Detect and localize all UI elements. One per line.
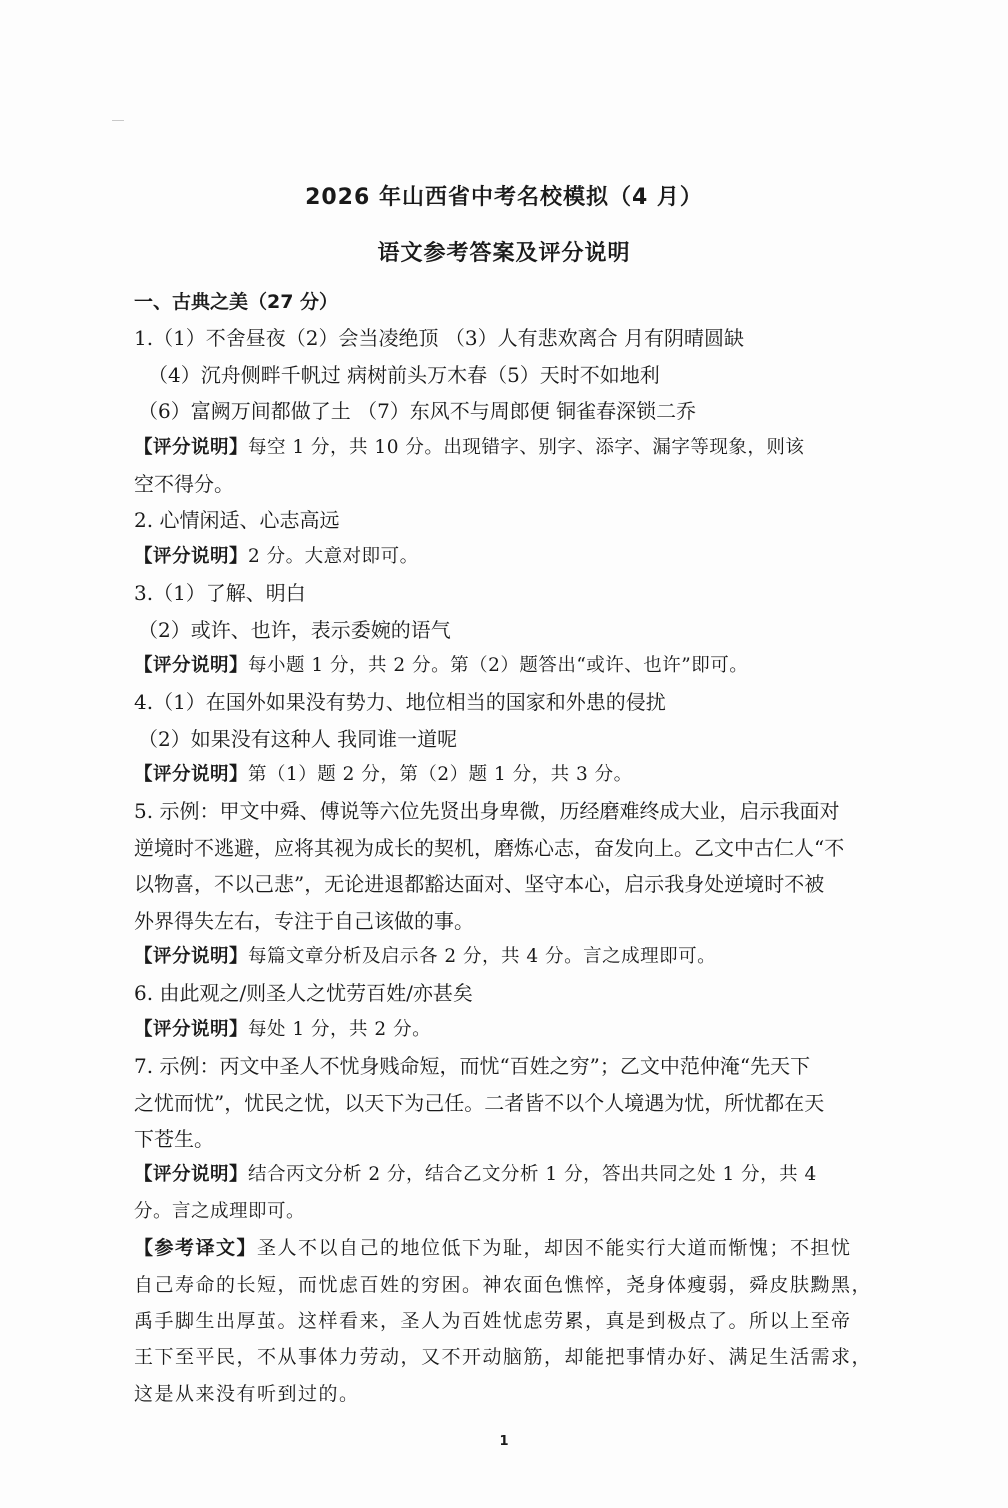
line-text: 禹手脚生出厚茧。这样看来，圣人为百姓忧虑劳累，真是到极点了。所以上至帝 [134,1309,852,1332]
note-label: 【评分说明】 [134,1164,249,1186]
answer-line [134,830,874,866]
page-number: 1 [499,1434,509,1449]
line-text: 每处 1 分，共 2 分。 [248,1018,432,1040]
line-text: 下苍生。 [134,1126,214,1151]
translation-line [134,1230,874,1266]
answer-line [134,393,874,429]
line-text: 一、古典之美（27 分） [134,291,339,313]
scoring-note [134,648,874,684]
line-text: 4.（1）在国外如果没有势力、地位相当的国家和外患的侵扰 [134,690,666,715]
line-text: 每空 1 分，共 10 分。出现错字、别字、添字、漏字等现象，则该 [248,436,805,458]
scoring-note [134,939,874,975]
line-text: 逆境时不逃避，应将其视为成长的契机，磨炼心志，奋发向上。乙文中古仁人“不 [134,835,845,860]
answer-line [134,1085,874,1121]
line-text: 外界得失左右，专注于自己该做的事。 [134,908,474,933]
note-label: 【评分说明】 [134,946,249,968]
scoring-note [134,1012,874,1048]
line-text: 2. 心情闲适、心志高远 [134,508,340,533]
line-text: 以物喜，不以己悲”，无论进退都豁达面对、坚守本心，启示我身处逆境时不被 [134,872,825,897]
translation-line [134,1376,874,1412]
line-text: （2）如果没有这种人 我同谁一道呢 [138,726,458,751]
line-text: 这是从来没有听到过的。 [134,1382,360,1405]
answer-line [134,721,874,757]
answer-line [134,575,874,611]
line-text: 结合丙文分析 2 分，结合乙文分析 1 分，答出共同之处 1 分，共 4 [248,1164,817,1186]
line-text: 空不得分。 [134,471,234,496]
answer-line [134,502,874,538]
answer-line [134,612,874,648]
answer-line [134,975,874,1011]
line-text: （4）沉舟侧畔千帆过 病树前头万木春（5）天时不如地利 [148,362,660,387]
answer-line [134,793,874,829]
line-text: （6）富阙万间都做了土 （7）东风不与周郎便 铜雀春深锁二乔 [138,399,697,424]
answer-line [134,1048,874,1084]
line-text: 6. 由此观之/则圣人之忧劳百姓/亦甚矣 [134,981,473,1006]
note-label: 【评分说明】 [134,436,249,458]
scoring-note [134,757,874,793]
line-text: 之忧而忧”，忧民之忧，以天下为己任。二者皆不以个人境遇为忧，所忧都在天 [134,1090,825,1115]
note-label: 【评分说明】 [134,654,249,676]
line-text: 7. 示例：丙文中圣人不忧身贱命短，而忧“百姓之穷”；乙文中范仲淹“先天下 [134,1054,811,1079]
answer-line [134,320,874,356]
line-text: 5. 示例：甲文中舜、傅说等六位先贤出身卑微，历经磨难终成大业，启示我面对 [134,799,840,824]
answer-line [134,357,874,393]
line-text: 3.（1）了解、明白 [134,581,306,606]
scoring-note [134,1157,874,1193]
note-label: 【评分说明】 [134,764,249,786]
line-text: 圣人不以自己的地位低下为耻，却因不能实行大道而惭愧；不担忧 [257,1237,852,1260]
line-text: 2 分。大意对即可。 [248,545,419,567]
scoring-note [134,430,874,466]
line-text: 自己寿命的长短，而忧虑百姓的穷困。神农面色憔悴，尧身体瘦弱，舜皮肤黝黑， [134,1273,873,1296]
section-heading [134,284,874,320]
line-text: 第（1）题 2 分，第（2）题 1 分，共 3 分。 [248,764,633,786]
answer-line [134,903,874,939]
answer-line [134,466,874,502]
line-text: 1.（1）不舍昼夜（2）会当凌绝顶 （3）人有悲欢离合 月有阴晴圆缺 [134,326,744,351]
note-label: 【评分说明】 [134,545,249,567]
line-text: 每篇文章分析及启示各 2 分，共 4 分。言之成理即可。 [248,946,717,968]
line-text: 每小题 1 分，共 2 分。第（2）题答出“或许、也许”即可。 [248,654,749,676]
translation-line [134,1303,874,1339]
scoring-note [134,1194,874,1230]
translation-line [134,1267,874,1303]
answer-line [134,866,874,902]
answer-line [134,1121,874,1157]
line-text: （2）或许、也许，表示委婉的语气 [138,617,451,642]
scan-mark [112,120,124,121]
translation-line [134,1339,874,1375]
answer-content [134,284,874,1412]
note-label: 【参考译文】 [134,1237,258,1260]
document-subtitle: 语文参考答案及评分说明 [377,241,631,266]
line-text: 分。言之成理即可。 [134,1200,306,1222]
answer-line [134,684,874,720]
scoring-note [134,539,874,575]
line-text: 王下至平民，不从事体力劳动，又不开动脑筋，却能把事情办好、满足生活需求， [134,1346,873,1369]
note-label: 【评分说明】 [134,1018,249,1040]
document-title: 2026 年山西省中考名校模拟（4 月） [305,185,703,210]
